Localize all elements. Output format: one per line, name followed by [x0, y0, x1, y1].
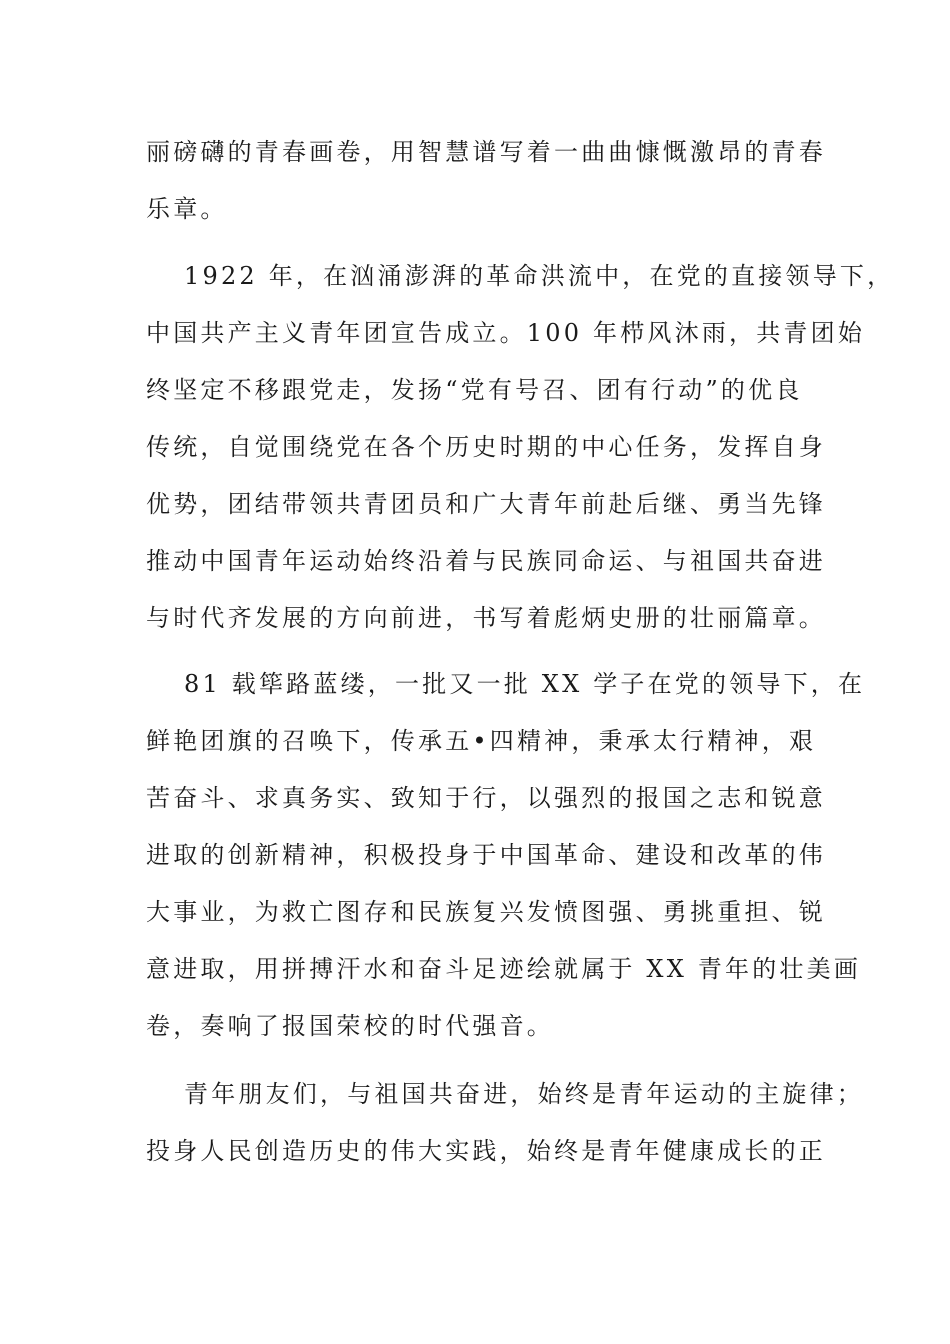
text-line: 终坚定不移跟党走，发扬“党有号召、团有行动”的优良 [146, 376, 803, 404]
paragraph-school-history [146, 656, 866, 1055]
text-line: 丽磅礴的青春画卷，用智慧谱写着一曲曲慷慨激昂的青春 [146, 138, 826, 166]
text-line: 意进取，用拼搏汗水和奋斗足迹绘就属于 XX 青年的壮美画 [146, 955, 862, 983]
text-line: 投身人民创造历史的伟大实践，始终是青年健康成长的正 [146, 1137, 826, 1165]
paragraph-youth-friends [146, 1066, 864, 1180]
text-line: 卷，奏响了报国荣校的时代强音。 [146, 1012, 554, 1040]
text-line: 优势，团结带领共青团员和广大青年前赴后继、勇当先锋 [146, 490, 826, 518]
text-line: 苦奋斗、求真务实、致知于行，以强烈的报国之志和锐意 [146, 784, 826, 812]
text-line: 鲜艳团旗的召唤下，传承五•四精神，秉承太行精神，艰 [146, 727, 817, 755]
paragraph-continuation [146, 124, 836, 238]
text-line: 中国共产主义青年团宣告成立。100 年栉风沐雨，共青团始 [146, 319, 866, 347]
text-line: 传统，自觉围绕党在各个历史时期的中心任务，发挥自身 [146, 433, 826, 461]
text-line: 乐章。 [146, 195, 228, 223]
text-line: 推动中国青年运动始终沿着与民族同命运、与祖国共奋进 [146, 547, 826, 575]
text-line: 与时代齐发展的方向前进，书写着彪炳史册的壮丽篇章。 [146, 604, 826, 632]
text-line: 进取的创新精神，积极投身于中国革命、建设和改革的伟 [146, 841, 826, 869]
text-line: 大事业，为救亡图存和民族复兴发愤图强、勇挑重担、锐 [146, 898, 826, 926]
text-line: 青年朋友们，与祖国共奋进，始终是青年运动的主旋律； [184, 1080, 864, 1108]
paragraph-youth-league-founding [146, 248, 895, 647]
text-line: 1922 年，在汹涌澎湃的革命洪流中，在党的直接领导下， [184, 262, 895, 290]
text-line: 81 载筚路蓝缕，一批又一批 XX 学子在党的领导下，在 [184, 670, 866, 698]
